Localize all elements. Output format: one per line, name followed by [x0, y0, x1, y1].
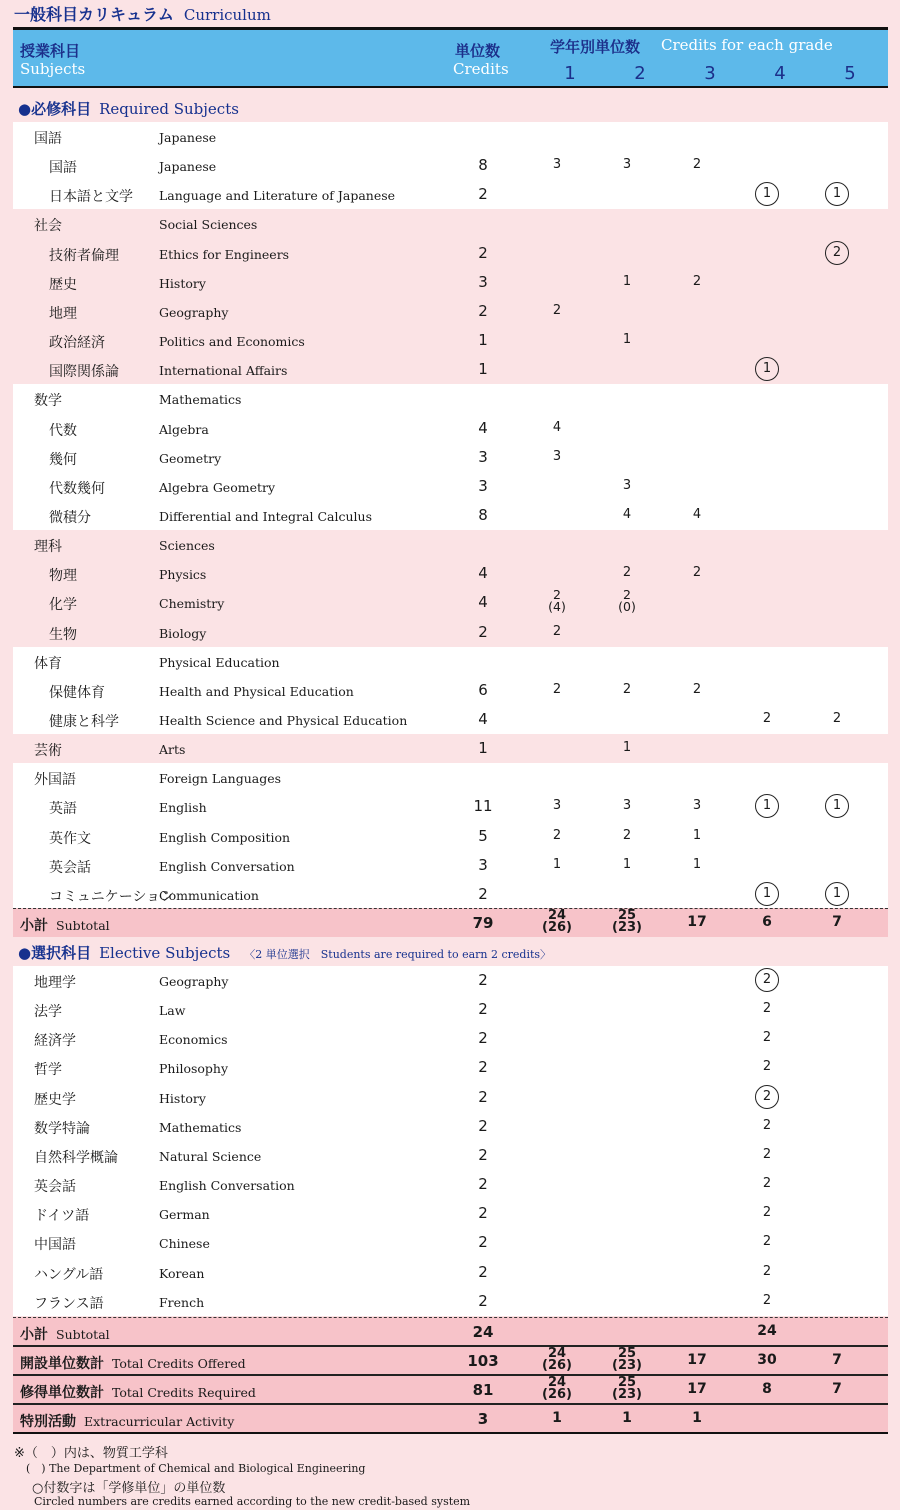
grade-2-credits [607, 1348, 647, 1372]
grade-3-credits: 1 [692, 827, 702, 843]
elective-heading [18, 942, 551, 963]
grade-header-4: 4 [774, 63, 786, 84]
header-rule [13, 86, 888, 88]
credits-value: 3 [478, 272, 488, 291]
subject-ja: 政治経済 [49, 335, 105, 352]
credits-value: 5 [478, 826, 488, 845]
subject-en: Law [159, 1003, 186, 1019]
title-en: Curriculum [183, 6, 271, 24]
elective-row [13, 1053, 888, 1082]
subject-en: Foreign Languages [159, 771, 282, 787]
grade-1-credits: 3 [552, 157, 562, 173]
grade-credit-alt: (23) [612, 1387, 642, 1402]
elective-row [13, 1287, 888, 1316]
credits-value: 11 [473, 797, 493, 816]
credits-value: 4 [478, 593, 488, 612]
header-subjects-ja: 授業科目 [20, 42, 81, 60]
subject-ja: ドイツ語 [34, 1208, 90, 1225]
grade-1-credits [537, 1377, 577, 1401]
subject-ja: 外国語 [34, 772, 76, 789]
required-subtotal-row [13, 908, 888, 937]
credits-value: 24 [472, 1323, 494, 1341]
credits-value: 103 [467, 1352, 499, 1370]
subtotal-label-en: Extracurricular Activity [84, 1414, 235, 1429]
credits-value: 2 [478, 1058, 488, 1077]
grade-1-credits [537, 910, 577, 934]
grade-credit-main: 24 [547, 1346, 567, 1361]
grade-header-5: 5 [844, 63, 856, 84]
circled-credit: 2 [825, 241, 849, 265]
header-credits-ja: 単位数 [455, 42, 501, 60]
grade-header-3: 3 [704, 63, 716, 84]
subject-ja: 日本語と文学 [49, 189, 133, 206]
subject-ja: 哲学 [34, 1062, 62, 1079]
header-subjects-en: Subjects [20, 60, 86, 78]
subject-en: Chemistry [159, 596, 225, 612]
subject-ja: 幾何 [49, 451, 77, 468]
grade-2-credits: 2 [622, 681, 632, 697]
credits-value: 2 [478, 1233, 488, 1252]
subject-ja: 代数 [49, 422, 77, 439]
subject-ja: コミュニケーション [49, 888, 175, 905]
grade-2-credits [607, 910, 647, 934]
circled-credit: 2 [755, 1085, 779, 1109]
required-row [13, 588, 888, 617]
credits-value: 4 [478, 418, 488, 437]
subject-ja: 微積分 [49, 509, 91, 526]
subject-en: History [159, 1090, 206, 1106]
elective-row [13, 1141, 888, 1170]
credits-value: 1 [478, 331, 488, 350]
subject-ja: 英語 [49, 801, 77, 818]
required-row [13, 530, 888, 559]
subject-ja: 中国語 [34, 1237, 76, 1254]
subject-en: Physical Education [159, 654, 280, 670]
credits-value: 2 [478, 1087, 488, 1106]
elective-row [13, 966, 888, 995]
required-row [13, 384, 888, 413]
grade-5-credits: 7 [832, 1381, 842, 1397]
required-row [13, 268, 888, 297]
grade-3-credits: 2 [692, 273, 702, 289]
grade-header-2: 2 [634, 63, 646, 84]
required-row [13, 414, 888, 443]
grade-1-credits: 2 [552, 827, 562, 843]
grade-4-credits: 2 [762, 1263, 772, 1279]
required-row [13, 151, 888, 180]
grade-4-credits: 2 [762, 1146, 772, 1162]
elective-row [13, 1170, 888, 1199]
subject-ja: 社会 [34, 218, 62, 235]
required-row [13, 676, 888, 705]
subject-ja: 英会話 [49, 859, 91, 876]
elective-row [13, 995, 888, 1024]
subject-ja: 英会話 [34, 1179, 76, 1196]
grade-2-credits [607, 589, 647, 613]
subject-en: Biology [159, 625, 207, 641]
required-row [13, 822, 888, 851]
grade-2-credits [607, 1377, 647, 1401]
grade-credit-alt: (23) [612, 920, 642, 935]
elective-heading-en: Elective Subjects [99, 944, 231, 962]
circled-credit: 2 [755, 968, 779, 992]
elective-subtotal-row [13, 1317, 888, 1346]
elective-row [13, 1228, 888, 1257]
page-title [14, 2, 271, 25]
subject-ja: 国語 [49, 160, 77, 177]
required-row [13, 734, 888, 763]
required-row [13, 443, 888, 472]
subject-ja: 代数幾何 [49, 480, 105, 497]
grade-4-credits: 2 [762, 1176, 772, 1192]
required-row [13, 180, 888, 209]
required-row [13, 355, 888, 384]
subject-en: Differential and Integral Calculus [159, 508, 372, 524]
subject-ja: 地理学 [34, 975, 76, 991]
elective-row [13, 1199, 888, 1228]
subtotal-label: 小計 Subtotal [20, 918, 110, 934]
grade-credit-main: 25 [617, 1346, 637, 1361]
subtotal-label: 開設単位数計 Total Credits Offered [20, 1356, 246, 1372]
subject-en: Japanese [159, 159, 217, 175]
required-row [13, 647, 888, 676]
subtotal-label-en: Total Credits Required [112, 1385, 256, 1400]
subject-en: Algebra [159, 421, 209, 437]
subject-ja: 生物 [49, 626, 77, 643]
required-row [13, 472, 888, 501]
grade-3-credits: 2 [692, 681, 702, 697]
total-row [13, 1374, 888, 1403]
grade-credit-alt: (4) [548, 599, 566, 615]
grade-2-credits: 1 [622, 273, 632, 289]
required-row [13, 297, 888, 326]
subject-en: Algebra Geometry [159, 479, 276, 495]
subject-en: Natural Science [159, 1148, 262, 1164]
required-row [13, 209, 888, 238]
grade-2-credits: 1 [622, 332, 632, 348]
required-row [13, 326, 888, 355]
grade-4-credits: 8 [762, 1381, 772, 1397]
subject-ja: 法学 [34, 1004, 62, 1021]
grade-4-credits: 24 [757, 1323, 777, 1339]
grade-credit-main: 24 [547, 908, 567, 923]
grade-4-credits: 6 [762, 914, 772, 930]
credits-value: 6 [478, 680, 488, 699]
subtotal-label: 小計 Subtotal [20, 1327, 110, 1343]
grade-5-credits: 7 [832, 914, 842, 930]
header-credits-en: Credits [453, 60, 509, 78]
elective-heading-ja: ●選択科目 [18, 944, 92, 962]
subject-en: English Conversation [159, 1178, 295, 1194]
grade-1-credits: 1 [552, 1410, 562, 1426]
footnote-1-en: ( ) The Department of Chemical and Biological Engineering [26, 1462, 366, 1475]
grade-credit-alt: (26) [542, 1358, 572, 1373]
circled-credit: 1 [825, 882, 849, 906]
circled-credit: 1 [825, 182, 849, 206]
credits-value: 2 [478, 884, 488, 903]
grade-4-credits: 30 [757, 1352, 777, 1368]
subject-en: Politics and Economics [159, 334, 305, 350]
grade-4-credits: 2 [762, 1001, 772, 1017]
credits-value: 2 [478, 1204, 488, 1223]
header-grade-ja: 学年別単位数 [550, 38, 641, 56]
grade-3-credits: 2 [692, 565, 702, 581]
subject-ja: 体育 [34, 655, 62, 672]
subject-ja: 国語 [34, 131, 62, 147]
subject-ja: 経済学 [34, 1033, 76, 1050]
credits-value: 2 [478, 243, 488, 262]
subtotal-label-en: Subtotal [56, 1327, 110, 1342]
grade-2-credits: 4 [622, 506, 632, 522]
credits-value: 8 [478, 505, 488, 524]
grade-4-credits [747, 187, 787, 206]
grade-2-credits: 1 [622, 740, 632, 756]
required-row [13, 501, 888, 530]
required-heading-ja: ●必修科目 [18, 100, 92, 118]
subject-ja: フランス語 [34, 1295, 104, 1312]
subject-ja: 化学 [49, 597, 77, 614]
grade-credit-main: 25 [617, 1375, 637, 1390]
subtotal-label-en: Total Credits Offered [112, 1356, 246, 1371]
subject-ja: 自然科学概論 [34, 1149, 118, 1166]
subject-en: Mathematics [159, 392, 242, 408]
required-row [13, 851, 888, 880]
subject-ja: 地理 [49, 305, 77, 322]
subject-en: Arts [159, 742, 186, 758]
title-ja: 一般科目カリキュラム [14, 5, 174, 24]
circled-credit: 1 [755, 882, 779, 906]
subject-ja: 英作文 [49, 830, 91, 847]
subject-en: Korean [159, 1265, 205, 1281]
credits-value: 2 [478, 1029, 488, 1048]
header-grade-en: Credits for each grade [661, 36, 833, 54]
grade-3-credits: 17 [687, 1352, 707, 1368]
grade-4-credits [747, 362, 787, 381]
total-row [13, 1403, 888, 1432]
subject-ja: 国際関係論 [49, 364, 119, 381]
subject-ja: 健康と科学 [49, 714, 119, 730]
subject-en: History [159, 275, 206, 291]
subject-en: English Conversation [159, 858, 295, 874]
grade-4-credits: 2 [762, 1059, 772, 1075]
grade-3-credits: 2 [692, 157, 702, 173]
grade-1-credits [537, 589, 577, 613]
subject-en: Geometry [159, 450, 222, 466]
required-row [13, 880, 888, 909]
credits-value: 2 [478, 1291, 488, 1310]
grade-3-credits: 1 [692, 1410, 702, 1426]
required-row [13, 792, 888, 821]
required-heading-en: Required Subjects [99, 100, 239, 118]
subject-en: Health and Physical Education [159, 683, 354, 699]
subject-en: German [159, 1207, 210, 1223]
required-row [13, 122, 888, 151]
grade-4-credits: 2 [762, 1030, 772, 1046]
credits-value: 1 [478, 739, 488, 758]
credits-value: 2 [478, 971, 488, 989]
circled-credit: 1 [755, 182, 779, 206]
credits-value: 2 [478, 301, 488, 320]
grade-4-credits [747, 973, 787, 992]
grade-2-credits: 2 [622, 827, 632, 843]
footnote-1-ja: ※（ ）内は、物質工学科 [14, 1446, 168, 1461]
elective-row [13, 1112, 888, 1141]
grade-2-credits: 3 [622, 157, 632, 173]
subject-en: Social Sciences [159, 217, 258, 233]
subject-ja: ハングル語 [34, 1266, 104, 1283]
subject-en: Mathematics [159, 1119, 242, 1135]
circled-credit: 1 [755, 794, 779, 818]
subject-en: Language and Literature of Japanese [159, 188, 396, 204]
grade-1-credits [537, 1348, 577, 1372]
subject-en: Communication [159, 887, 259, 903]
subject-en: Sciences [159, 538, 215, 554]
grade-3-credits: 1 [692, 856, 702, 872]
subject-en: International Affairs [159, 363, 288, 379]
grade-2-credits: 3 [622, 477, 632, 493]
elective-row [13, 1024, 888, 1053]
credits-value: 3 [478, 855, 488, 874]
circled-credit: 1 [825, 794, 849, 818]
grade-credit-alt: (0) [618, 599, 636, 615]
grade-4-credits [747, 799, 787, 818]
grade-2-credits: 1 [622, 856, 632, 872]
subject-en: Geography [159, 304, 229, 320]
elective-row [13, 1258, 888, 1287]
grade-4-credits: 2 [762, 1234, 772, 1250]
required-row [13, 239, 888, 268]
credits-value: 79 [472, 914, 494, 932]
credits-value: 81 [472, 1381, 494, 1399]
grade-2-credits: 2 [622, 565, 632, 581]
grade-credit-alt: (23) [612, 1358, 642, 1373]
subject-ja: 物理 [49, 568, 77, 585]
credits-value: 2 [478, 1145, 488, 1164]
grade-1-credits: 2 [552, 302, 562, 318]
subject-ja: 歴史学 [34, 1091, 76, 1108]
grade-4-credits: 2 [762, 1292, 772, 1308]
grade-1-credits: 3 [552, 798, 562, 814]
subject-ja: 理科 [34, 539, 62, 556]
grade-1-credits: 2 [552, 623, 562, 639]
credits-value: 4 [478, 710, 488, 728]
subject-en: Economics [159, 1032, 228, 1048]
credits-value: 3 [478, 476, 488, 495]
credits-value: 1 [478, 360, 488, 379]
credits-value: 2 [478, 1175, 488, 1194]
grade-1-credits: 3 [552, 448, 562, 464]
grade-2-credits: 3 [622, 798, 632, 814]
credits-value: 2 [478, 1116, 488, 1135]
grade-5-credits [817, 799, 857, 818]
subject-en: Japanese [159, 130, 217, 145]
subject-ja: 保健体育 [49, 684, 105, 701]
table-header [13, 30, 888, 86]
required-heading [18, 98, 239, 119]
footnote-2-en: Circled numbers are credits earned according to the new credit-based system [34, 1495, 471, 1508]
grade-credit-alt: (26) [542, 920, 572, 935]
credits-value: 2 [478, 622, 488, 641]
credits-value: 3 [478, 447, 488, 466]
subject-en: Health Science and Physical Education [159, 713, 408, 728]
grade-3-credits: 17 [687, 1381, 707, 1397]
subject-ja: 技術者倫理 [49, 247, 119, 264]
grade-5-credits [817, 187, 857, 206]
grade-5-credits: 2 [832, 711, 842, 726]
subject-en: Ethics for Engineers [159, 246, 290, 262]
subject-en: English [159, 800, 207, 816]
grade-4-credits: 2 [762, 1205, 772, 1221]
grade-1-credits: 4 [552, 419, 562, 435]
credits-value: 3 [477, 1410, 489, 1428]
grade-5-credits: 7 [832, 1352, 842, 1368]
elective-note: 〈2 単位選択 Students are required to earn 2 credits〉 [244, 948, 552, 961]
grade-3-credits: 17 [687, 914, 707, 930]
subject-en: Physics [159, 567, 207, 583]
grade-credit-main: 2 [623, 587, 631, 603]
credits-value: 2 [478, 185, 488, 204]
credits-value: 8 [478, 156, 488, 175]
subject-en: English Composition [159, 829, 291, 845]
grade-credit-main: 24 [547, 1375, 567, 1390]
grade-header-1: 1 [564, 63, 576, 84]
credits-value: 4 [478, 564, 488, 583]
grade-1-credits: 1 [552, 856, 562, 872]
required-row [13, 559, 888, 588]
required-row [13, 763, 888, 792]
subject-ja: 歴史 [49, 276, 77, 293]
grade-5-credits [817, 246, 857, 265]
grade-4-credits [747, 887, 787, 906]
grade-2-credits: 1 [622, 1410, 632, 1426]
credits-value: 2 [478, 1262, 488, 1281]
required-row [13, 618, 888, 647]
subtotal-label: 修得単位数計 Total Credits Required [20, 1385, 256, 1401]
total-row [13, 1345, 888, 1374]
grade-credit-main: 2 [553, 587, 561, 603]
credits-value: 2 [478, 1000, 488, 1019]
subject-en: Geography [159, 974, 229, 989]
subject-ja: 芸術 [34, 743, 62, 760]
circled-credit: 1 [755, 357, 779, 381]
grade-4-credits: 2 [762, 711, 772, 726]
subject-ja: 数学特論 [34, 1120, 90, 1137]
elective-row [13, 1083, 888, 1112]
required-row [13, 705, 888, 734]
subtotal-label: 特別活動 Extracurricular Activity [20, 1414, 235, 1430]
subject-en: French [159, 1294, 205, 1310]
grade-5-credits [817, 887, 857, 906]
grade-4-credits [747, 1090, 787, 1109]
footnote-2-ja: ○付数字は「学修単位」の単位数 [32, 1481, 226, 1496]
grade-credit-main: 25 [617, 908, 637, 923]
subject-en: Philosophy [159, 1061, 229, 1077]
grade-3-credits: 3 [692, 798, 702, 814]
subject-en: Chinese [159, 1236, 210, 1252]
grade-1-credits: 2 [552, 681, 562, 697]
grade-4-credits: 2 [762, 1117, 772, 1133]
subtotal-label-en: Subtotal [56, 918, 110, 933]
grade-3-credits: 4 [692, 506, 702, 522]
subject-ja: 数学 [34, 393, 62, 410]
grade-credit-alt: (26) [542, 1387, 572, 1402]
